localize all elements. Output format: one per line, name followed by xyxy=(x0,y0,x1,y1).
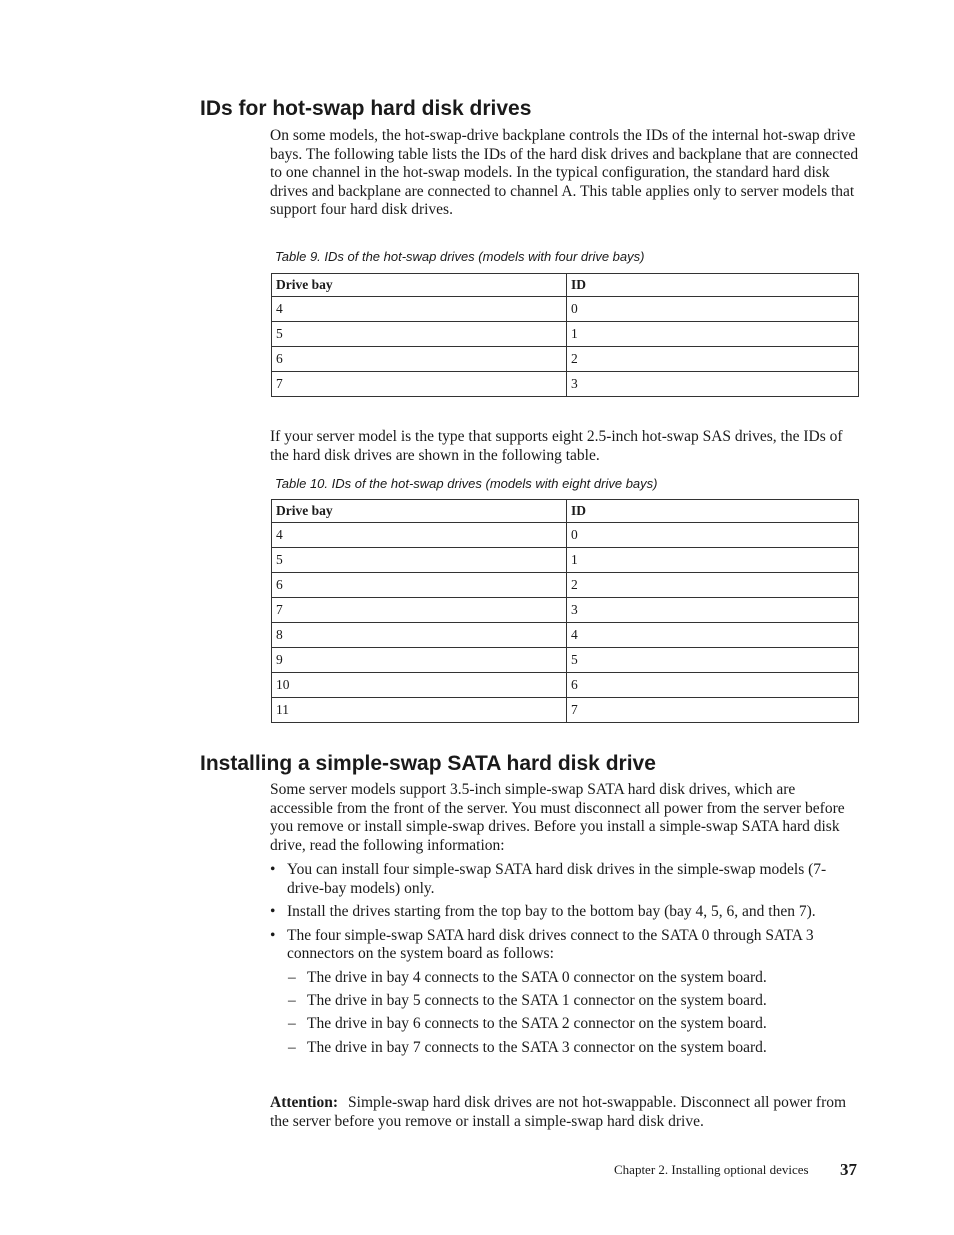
bullet-mark: • xyxy=(270,903,276,921)
id-cell: 6 xyxy=(567,673,859,698)
list-item-text: Install the drives starting from the top bay to the bottom bay (bay 4, 5, 6, and then 7). xyxy=(287,903,816,921)
bullet-mark: • xyxy=(270,926,276,944)
id-cell: 4 xyxy=(567,623,859,648)
bullet-mark: • xyxy=(270,861,276,878)
table-row xyxy=(272,623,859,648)
drive-bay-cell: 7 xyxy=(272,598,567,623)
dash-mark: – xyxy=(288,968,296,986)
drive-bay-cell: 5 xyxy=(272,322,567,347)
list-item xyxy=(270,861,860,898)
list-item-text: The four simple-swap SATA hard disk drives connect to the SATA 0 through SATA 3 connectors on the system board as follows: xyxy=(287,926,814,963)
table10-drive-ids xyxy=(271,499,859,723)
drive-bay-cell: 11 xyxy=(272,698,567,723)
id-cell: 1 xyxy=(567,548,859,573)
sub-list-item xyxy=(287,1039,860,1058)
simple-swap-intro-paragraph: Some server models support 3.5-inch simple-swap SATA hard disk drives, which are accessible from the front of the server. You must disconnect all power from the server before you remove or install simple-swap drives. Before you install a simple-swap SATA hard disk drive, read the following information: xyxy=(270,781,845,854)
table-row xyxy=(272,372,859,397)
table-row xyxy=(272,297,859,322)
drive-bay-cell: 8 xyxy=(272,623,567,648)
drive-bay-cell: 4 xyxy=(272,523,567,548)
table10-caption: Table 10. IDs of the hot-swap drives (models with eight drive bays) xyxy=(275,476,658,491)
id-cell: 0 xyxy=(567,297,859,322)
id-cell: 0 xyxy=(567,523,859,548)
table-row xyxy=(272,698,859,723)
attention-label: Attention: xyxy=(270,1094,339,1111)
drive-bay-cell: 10 xyxy=(272,673,567,698)
drive-bay-cell: 9 xyxy=(272,648,567,673)
dash-mark: – xyxy=(288,1015,296,1033)
sub-list-item xyxy=(287,992,860,1011)
list-item xyxy=(270,927,860,1057)
column-header-id: ID xyxy=(567,500,859,523)
id-cell: 1 xyxy=(567,322,859,347)
id-cell: 7 xyxy=(567,698,859,723)
list-item-text: You can install four simple-swap SATA hard disk drives in the simple-swap models (7-drive-bay models) only. xyxy=(287,861,827,897)
eight-bay-intro-paragraph: If your server model is the type that supports eight 2.5-inch hot-swap SAS drives, the IDs of the hard disk drives are shown in the following table. xyxy=(270,428,843,464)
table-row xyxy=(272,673,859,698)
table-header-row xyxy=(272,274,859,297)
sub-list-item-text: The drive in bay 7 connects to the SATA 3 connector on the system board. xyxy=(307,1038,767,1056)
id-cell: 2 xyxy=(567,573,859,598)
section-title-hot-swap-ids: IDs for hot-swap hard disk drives xyxy=(200,97,532,120)
sub-list-item xyxy=(287,969,860,988)
page-number: 37 xyxy=(840,1160,857,1179)
drive-bay-cell: 7 xyxy=(272,372,567,397)
column-header-drive-bay: Drive bay xyxy=(272,274,567,297)
sub-list-item-text: The drive in bay 5 connects to the SATA 1 connector on the system board. xyxy=(307,992,767,1010)
simple-swap-bullet-list xyxy=(270,861,860,1062)
id-cell: 3 xyxy=(567,598,859,623)
table-row xyxy=(272,548,859,573)
drive-bay-cell: 6 xyxy=(272,573,567,598)
id-cell: 5 xyxy=(567,648,859,673)
section-title-simple-swap-sata: Installing a simple-swap SATA hard disk drive xyxy=(200,752,656,775)
id-cell: 2 xyxy=(567,347,859,372)
table-row xyxy=(272,322,859,347)
table-row xyxy=(272,523,859,548)
column-header-id: ID xyxy=(567,274,859,297)
table-row xyxy=(272,598,859,623)
sata-connector-sub-list xyxy=(287,969,860,1057)
sub-list-item-text: The drive in bay 6 connects to the SATA 2 connector on the system board. xyxy=(307,1015,767,1033)
list-item xyxy=(270,903,860,922)
drive-bay-cell: 5 xyxy=(272,548,567,573)
table-row xyxy=(272,573,859,598)
dash-mark: – xyxy=(288,1038,296,1056)
id-cell: 3 xyxy=(567,372,859,397)
drive-bay-cell: 6 xyxy=(272,347,567,372)
attention-notice xyxy=(270,1094,860,1131)
sub-list-item-text: The drive in bay 4 connects to the SATA 0 connector on the system board. xyxy=(307,968,767,986)
table-row xyxy=(272,347,859,372)
table-row xyxy=(272,648,859,673)
attention-text: Simple-swap hard disk drives are not hot-swappable. Disconnect all power from the server before you remove or install a simple-swap hard disk drive. xyxy=(270,1094,847,1130)
table9-drive-ids xyxy=(271,273,859,397)
column-header-drive-bay: Drive bay xyxy=(272,500,567,523)
table-header-row xyxy=(272,500,859,523)
sub-list-item xyxy=(287,1015,860,1034)
hot-swap-intro-paragraph: On some models, the hot-swap-drive backplane controls the IDs of the internal hot-swap drive bays. The following table lists the IDs of the hard disk drives and backplane that are connected to one channel in the hot-swap models. In the typical configuration, the standard hard disk drives and backplane are connected to channel A. This table applies only to server models that support four hard disk drives. xyxy=(270,127,859,219)
dash-mark: – xyxy=(288,992,296,1010)
drive-bay-cell: 4 xyxy=(272,297,567,322)
footer-chapter-title: Chapter 2. Installing optional devices xyxy=(614,1162,809,1177)
table9-caption: Table 9. IDs of the hot-swap drives (models with four drive bays) xyxy=(275,249,645,264)
